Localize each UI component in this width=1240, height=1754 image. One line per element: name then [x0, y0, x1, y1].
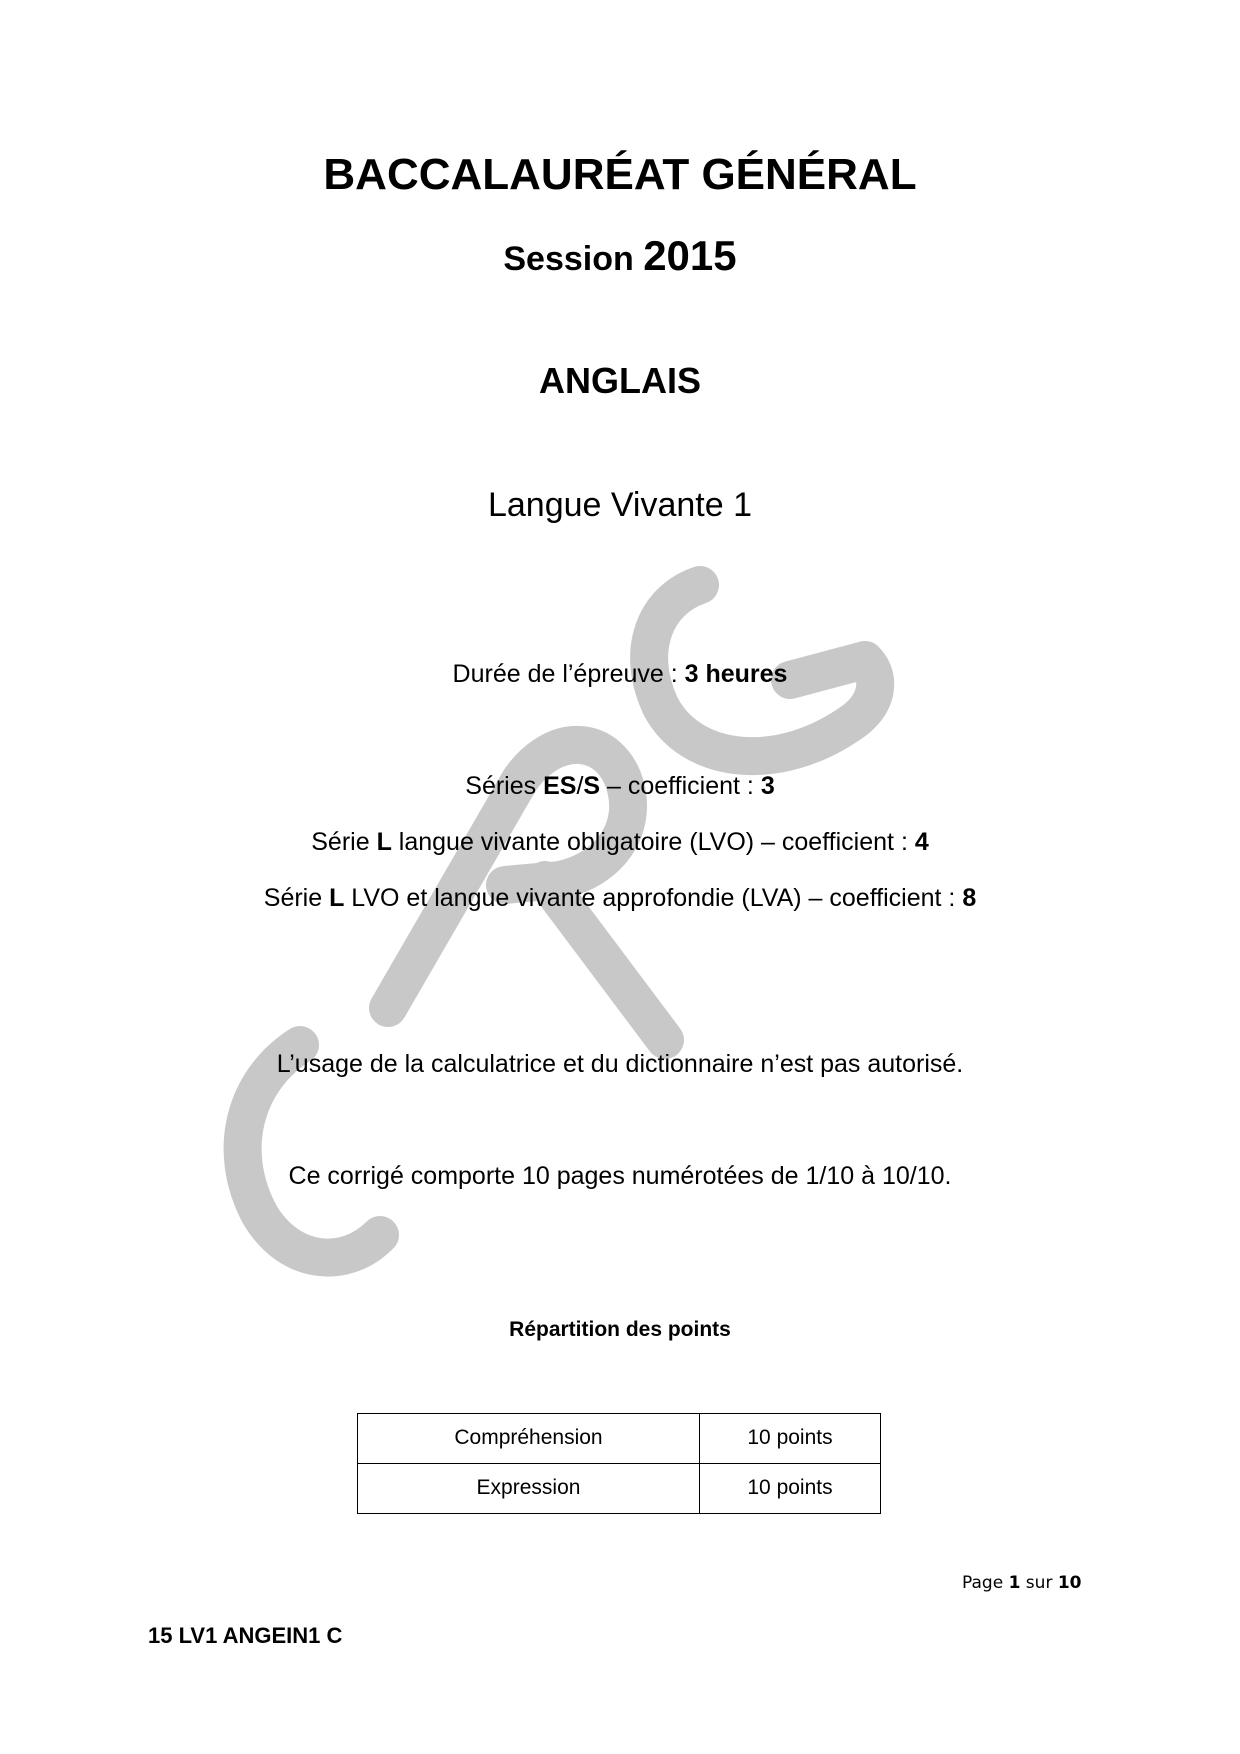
language-level: Langue Vivante 1	[487, 486, 753, 524]
usage-notice: L’usage de la calculatrice et du dictionnaire n’est pas autorisé.	[276, 1050, 964, 1078]
table-cell-label: Compréhension	[358, 1414, 700, 1464]
page-number	[962, 1573, 1082, 1593]
series-l-lva-middle: LVO et langue vivante approfondie (LVA) – coefficient :	[344, 884, 963, 912]
exam-title: BACCALAURÉAT GÉNÉRAL	[323, 150, 917, 199]
series-l-lvo-letter: L	[376, 828, 392, 856]
session-label: Session	[503, 240, 634, 278]
series-es-s-middle: – coefficient :	[600, 772, 761, 800]
series-es-s-prefix: Séries	[465, 772, 544, 800]
duration-line	[0, 660, 1240, 689]
page-current: 1	[1008, 1573, 1021, 1593]
series-es-s-line	[0, 772, 1240, 801]
duration-label: Durée de l’épreuve :	[452, 660, 685, 688]
points-table	[357, 1413, 881, 1514]
series-es: ES	[543, 772, 577, 800]
table-row	[358, 1414, 881, 1464]
series-es-s-coef: 3	[760, 772, 775, 800]
repartition-title: Répartition des points	[509, 1318, 731, 1341]
series-l-lva-letter: L	[329, 884, 345, 912]
session-line	[0, 232, 1240, 280]
table-cell-label: Expression	[358, 1464, 700, 1514]
series-s: S	[583, 772, 601, 800]
series-slash: /	[576, 772, 584, 800]
table-cell-points: 10 points	[700, 1464, 881, 1514]
session-year: 2015	[643, 232, 737, 279]
series-l-lva-coef: 8	[962, 884, 977, 912]
table-row	[358, 1464, 881, 1514]
series-l-lva-line	[0, 884, 1240, 913]
page-prefix: Page	[962, 1573, 1009, 1593]
page-middle: sur	[1020, 1573, 1058, 1593]
series-l-lvo-middle: langue vivante obligatoire (LVO) – coefficient :	[391, 828, 915, 856]
duration-value: 3 heures	[684, 660, 788, 688]
corrige-notice: Ce corrigé comporte 10 pages numérotées de 1/10 à 10/10.	[288, 1162, 952, 1190]
series-l-lva-prefix: Série	[263, 884, 330, 912]
exam-code: 15 LV1 ANGEIN1 C	[148, 1623, 343, 1648]
table-cell-points: 10 points	[700, 1414, 881, 1464]
page-total: 10	[1057, 1573, 1082, 1593]
subject-heading: ANGLAIS	[539, 360, 701, 401]
series-l-lvo-line	[0, 828, 1240, 857]
series-l-lvo-prefix: Série	[311, 828, 377, 856]
series-l-lvo-coef: 4	[914, 828, 929, 856]
